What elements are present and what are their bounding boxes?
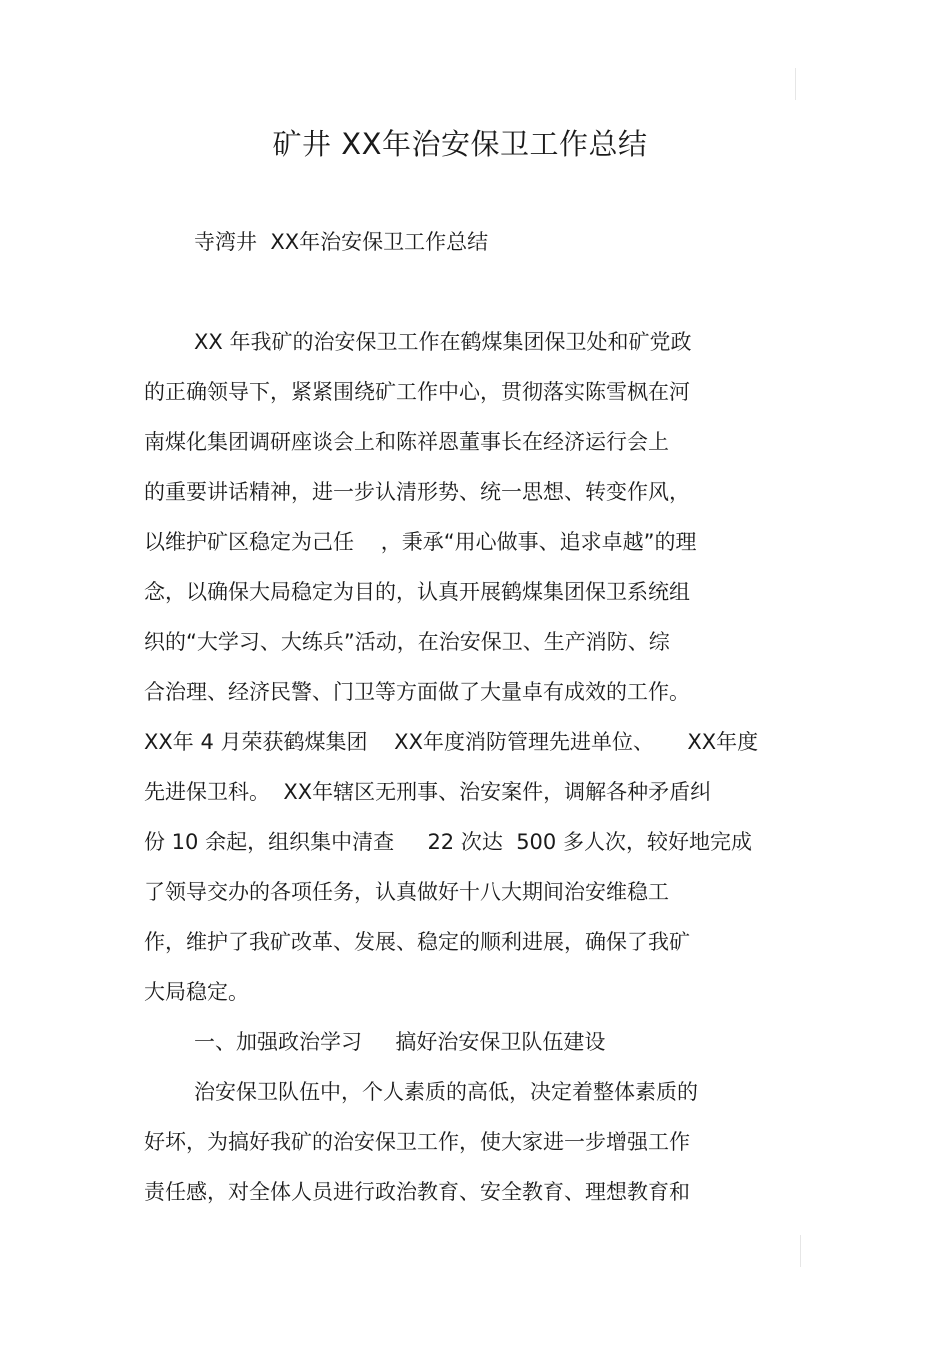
page-corner-mark	[795, 68, 796, 100]
paragraph-line: 念，以确保大局稳定为目的，认真开展鹤煤集团保卫系统组	[144, 580, 690, 604]
paragraph-line: 责任感，对全体人员进行政治教育、安全教育、理想教育和	[144, 1180, 690, 1204]
paragraph-line: 合治理、经济民警、门卫等方面做了大量卓有成效的工作。	[144, 680, 690, 704]
paragraph-line: 南煤化集团调研座谈会上和陈祥恩董事长在经济运行会上	[144, 430, 669, 454]
paragraph-line: 的正确领导下，紧紧围绕矿工作中心，贯彻落实陈雪枫在河	[144, 380, 690, 404]
paragraph-line: XX年 4 月荣获鹤煤集团 XX年度消防管理先进单位、 XX年度	[144, 730, 759, 754]
paragraph-line: 织的“大学习、大练兵”活动，在治安保卫、生产消防、综	[144, 630, 670, 654]
paragraph-line: 了领导交办的各项任务，认真做好十八大期间治安维稳工	[144, 880, 669, 904]
document-title: 矿井 XX年治安保卫工作总结	[272, 127, 648, 161]
paragraph-line: XX 年我矿的治安保卫工作在鹤煤集团保卫处和矿党政	[194, 330, 692, 354]
paragraph-line: 治安保卫队伍中，个人素质的高低，决定着整体素质的	[194, 1080, 698, 1104]
page-corner-mark	[800, 1235, 801, 1267]
paragraph-line: 好坏，为搞好我矿的治安保卫工作，使大家进一步增强工作	[144, 1130, 690, 1154]
paragraph-line: 大局稳定。	[144, 980, 249, 1004]
paragraph-line: 份 10 余起，组织集中清查 22 次达 500 多人次，较好地完成	[144, 830, 752, 854]
paragraph-line: 的重要讲话精神，进一步认清形势、统一思想、转变作风，	[144, 480, 690, 504]
paragraph-line: 作，维护了我矿改革、发展、稳定的顺利进展，确保了我矿	[144, 930, 690, 954]
paragraph-line: 以维护矿区稳定为己任 ，秉承“用心做事、追求卓越”的理	[144, 530, 697, 554]
section-heading: 一、加强政治学习 搞好治安保卫队伍建设	[194, 1030, 606, 1054]
paragraph-line: 先进保卫科。 XX年辖区无刑事、治安案件，调解各种矛盾纠	[144, 780, 712, 804]
document-subtitle: 寺湾井 XX年治安保卫工作总结	[194, 230, 489, 254]
